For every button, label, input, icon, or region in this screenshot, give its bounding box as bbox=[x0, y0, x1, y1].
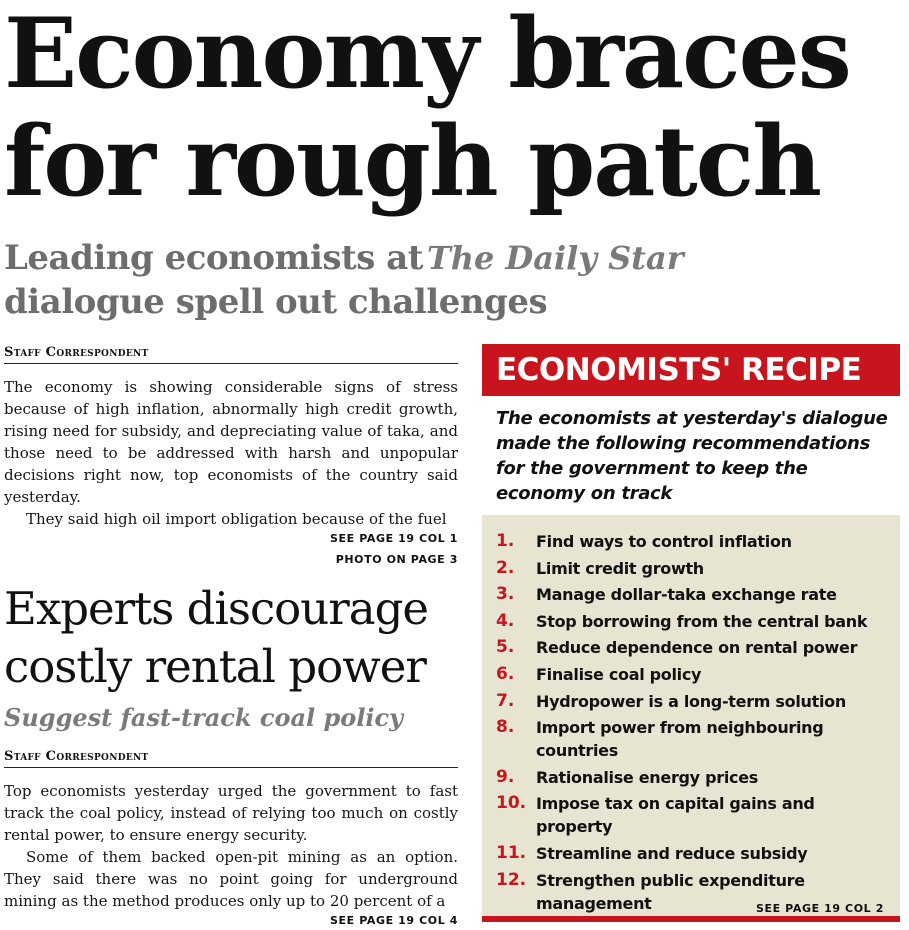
item-text: Manage dollar-taka exchange rate bbox=[536, 585, 837, 605]
list-item bbox=[496, 583, 896, 606]
item-number: 12. bbox=[496, 869, 527, 890]
item-number: 6. bbox=[496, 663, 515, 684]
list-item bbox=[496, 690, 896, 713]
item-text: Import power from neighbouring countries bbox=[536, 718, 824, 761]
item-number: 10. bbox=[496, 793, 527, 814]
item-number: 1. bbox=[496, 531, 515, 551]
main-subhead bbox=[4, 236, 904, 324]
list-item bbox=[496, 557, 896, 580]
masthead-logo: The Daily Star bbox=[426, 239, 684, 277]
item-number: 2. bbox=[496, 557, 515, 578]
main-paragraph-2: They said high oil import obligation because of the fuel bbox=[26, 510, 447, 528]
main-jump-link: SEE PAGE 19 COL 1 bbox=[330, 532, 458, 545]
second-body bbox=[4, 780, 458, 912]
list-item bbox=[496, 842, 896, 865]
item-text: Finalise coal policy bbox=[536, 664, 702, 684]
item-number: 5. bbox=[496, 637, 515, 658]
item-text: Impose tax on capital gains and property bbox=[536, 794, 815, 837]
main-body bbox=[4, 376, 458, 530]
list-item bbox=[496, 530, 896, 553]
subhead-part1: Leading economists at bbox=[4, 238, 423, 278]
item-text: Strengthen public expenditure management bbox=[536, 870, 805, 913]
sidebar-title: ECONOMISTS' RECIPE bbox=[482, 344, 900, 396]
list-item bbox=[496, 610, 896, 633]
item-text: Rationalise energy prices bbox=[536, 767, 758, 787]
photo-jump-link: PHOTO ON PAGE 3 bbox=[335, 553, 458, 566]
second-headline: Experts discourage costly rental power bbox=[4, 582, 429, 693]
sidebar-jump-link: SEE PAGE 19 COL 2 bbox=[756, 902, 884, 915]
item-text: Limit credit growth bbox=[536, 558, 704, 578]
second-paragraph-1: Top economists yesterday urged the government to fast track the coal policy, instead of relying too much on costly rental power, to ensure energy security. bbox=[4, 782, 458, 844]
second-paragraph-2: Some of them backed open-pit mining as an option. They said there was no point going for underground mining as the method produces only up to 20 percent of a bbox=[4, 848, 458, 910]
item-number: 8. bbox=[496, 717, 515, 738]
main-byline: Staff Correspondent bbox=[4, 345, 458, 364]
item-text: Find ways to control inflation bbox=[536, 532, 792, 551]
second-byline: Staff Correspondent bbox=[4, 749, 458, 768]
item-number: 4. bbox=[496, 610, 515, 631]
main-paragraph-1: The economy is showing considerable signs of stress because of high inflation, abnormally high credit growth, rising need for subsidy, and depreciating value of taka, and those need to be addressed with harsh and unpopular decisions right now, top economists of the country said yesterday. bbox=[4, 378, 458, 506]
sidebar-intro: The economists at yesterday's dialogue made the following recommendations for the government to keep the economy on track bbox=[496, 408, 888, 504]
item-text: Reduce dependence on rental power bbox=[536, 638, 858, 658]
item-number: 3. bbox=[496, 584, 515, 605]
item-text: Hydropower is a long-term solution bbox=[536, 691, 846, 711]
recommendation-list bbox=[496, 530, 896, 918]
list-item bbox=[496, 636, 896, 659]
list-item bbox=[496, 716, 896, 762]
second-kicker: Suggest fast-track coal policy bbox=[4, 703, 404, 732]
second-jump-link: SEE PAGE 19 COL 4 bbox=[330, 914, 458, 927]
item-number: 11. bbox=[496, 842, 527, 863]
item-text: Stop borrowing from the central bank bbox=[536, 611, 868, 631]
item-text: Streamline and reduce subsidy bbox=[536, 843, 808, 863]
list-item bbox=[496, 766, 896, 789]
list-item bbox=[496, 663, 896, 686]
main-headline: Economy braces for rough patch bbox=[4, 0, 850, 218]
item-number: 7. bbox=[496, 690, 515, 711]
list-item bbox=[496, 792, 896, 838]
item-number: 9. bbox=[496, 766, 515, 787]
subhead-part2: dialogue spell out challenges bbox=[4, 282, 548, 322]
